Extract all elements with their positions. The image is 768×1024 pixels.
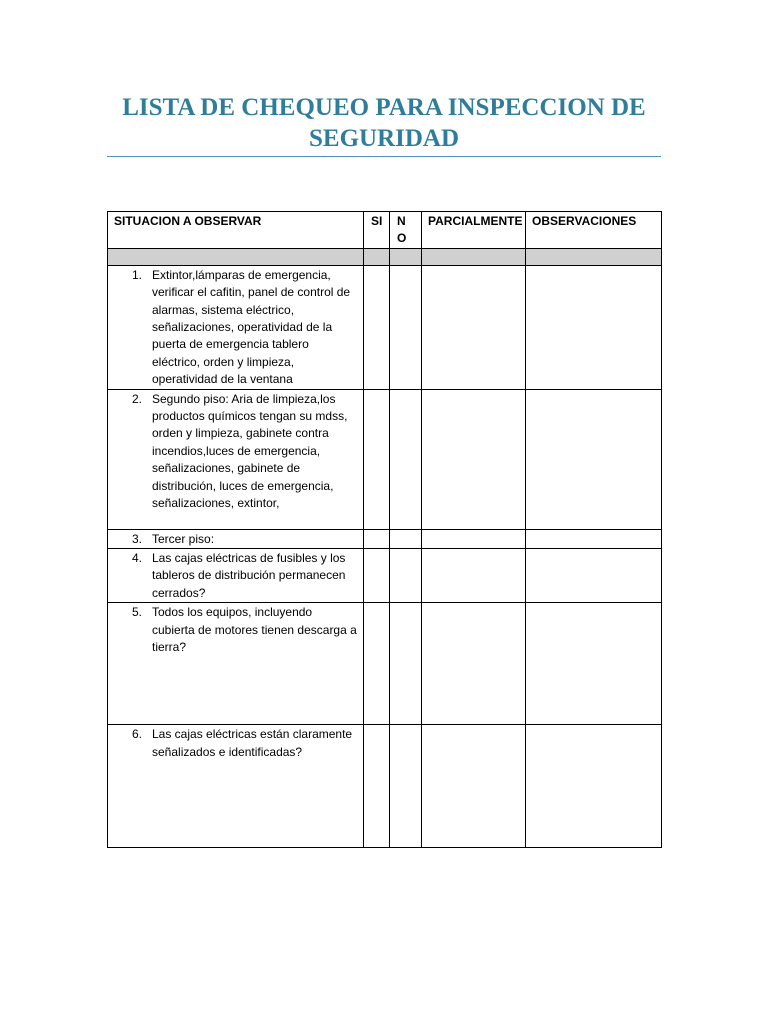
observaciones-cell[interactable] [526,529,662,548]
item-text: Extintor,lámparas de emergencia, verificar el cafitin, panel de control de alarmas, sistema eléctrico, señalizaciones, operatividad de la puerta de emergencia tablero eléctrico, orden y limpieza, operatividad de la ventana [152,267,351,387]
table-row [108,389,662,529]
table-row [108,603,662,725]
item-number: 1. [131,267,142,282]
item-number: 2. [131,391,142,406]
parcialmente-cell[interactable] [422,725,526,848]
si-cell[interactable] [364,603,390,725]
observaciones-cell[interactable] [526,603,662,725]
row-situacion-cell [108,603,364,725]
header-row [108,212,662,249]
si-cell[interactable] [364,265,390,389]
parcialmente-cell[interactable] [422,603,526,725]
row-situacion-cell [108,549,364,603]
header-observaciones: OBSERVACIONES [526,212,662,249]
table-row [108,549,662,603]
no-cell[interactable] [390,725,422,848]
item-number: 4. [131,551,142,566]
table-row [108,529,662,548]
row-situacion-cell [108,265,364,389]
item-number: 5. [131,605,142,620]
parcialmente-cell[interactable] [422,265,526,389]
header-si: SI [364,212,390,249]
observaciones-cell[interactable] [526,265,662,389]
no-cell[interactable] [390,389,422,529]
item-text: Tercer piso: [152,531,215,546]
item-number: 6. [131,727,142,742]
page-title: LISTA DE CHEQUEO PARA INSPECCION DE SEGURIDAD [122,94,646,152]
table-row [108,265,662,389]
no-cell[interactable] [390,265,422,389]
no-cell[interactable] [390,549,422,603]
header-no: N O [390,212,422,249]
item-text: Segundo piso: Aria de limpieza,los productos químicos tengan su mdss, orden y limpieza, gabinete contra incendios,luces de emergencia, señalizaciones, gabinete de distribución, luces de emergencia, señalizaciones, extintor, [152,391,348,511]
parcialmente-cell[interactable] [422,549,526,603]
si-cell[interactable] [364,549,390,603]
observaciones-cell[interactable] [526,549,662,603]
si-cell[interactable] [364,529,390,548]
title-divider [107,156,661,157]
si-cell[interactable] [364,389,390,529]
shaded-row [108,248,662,265]
si-cell[interactable] [364,725,390,848]
observaciones-cell[interactable] [526,389,662,529]
checklist-table [107,211,662,848]
observaciones-cell[interactable] [526,725,662,848]
parcialmente-cell[interactable] [422,529,526,548]
header-parcialmente: PARCIALMENTE [422,212,526,249]
no-cell[interactable] [390,529,422,548]
table-row [108,725,662,848]
item-number: 3. [131,531,142,546]
item-text: Las cajas eléctricas están claramente señalizados e identificadas? [152,727,353,759]
item-text: Todos los equipos, incluyendo cubierta de motores tienen descarga a tierra? [152,605,357,655]
parcialmente-cell[interactable] [422,389,526,529]
header-situacion: SITUACION A OBSERVAR [108,212,364,249]
row-situacion-cell [108,529,364,548]
no-cell[interactable] [390,603,422,725]
row-situacion-cell [108,725,364,848]
item-text: Las cajas eléctricas de fusibles y los tableros de distribución permanecen cerrados? [152,551,346,600]
row-situacion-cell [108,389,364,529]
